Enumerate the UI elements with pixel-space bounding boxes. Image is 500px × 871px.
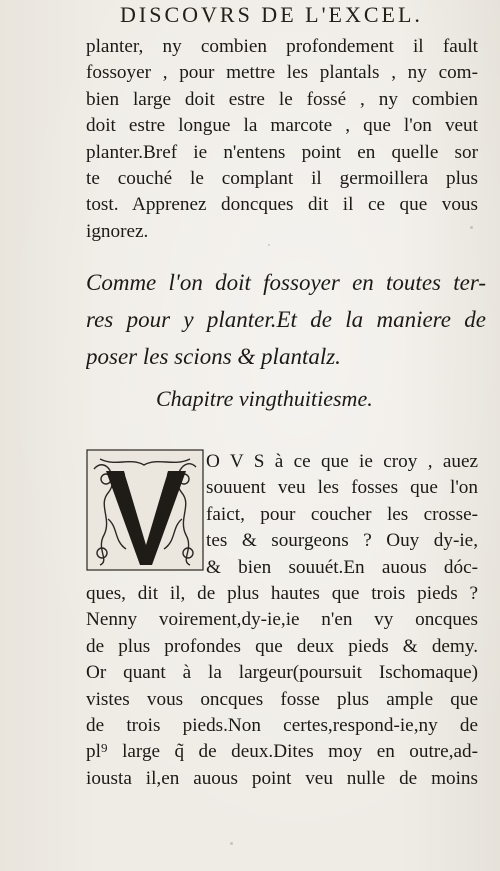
ink-speck (268, 244, 270, 246)
text-line: de trois pieds.Non certes,respond-ie,ny de (86, 714, 478, 736)
text-line: planter.Bref ie n'entens point en quelle sor (86, 141, 478, 163)
heading-line: poser les scions & plantalz. (86, 344, 341, 369)
text-line: bien large doit estre le fossé , ny combien (86, 88, 478, 110)
text-line: pl⁹ large q̃ de deux.Dites moy en outre,ad- (86, 741, 478, 763)
text-line: tes & sourgeons ? Ouy dy-ie, (206, 530, 478, 552)
top-paragraph (86, 34, 478, 245)
text-line: planter, ny combien profondement il fault (86, 36, 478, 57)
text-line: de plus profondes que deux pieds & demy. (86, 635, 478, 657)
text-line: fossoyer , pour mettre les plantals , ny com- (86, 62, 478, 84)
text-line: O V S à ce que ie croy , auez (206, 451, 478, 472)
text-line: ignorez. (86, 220, 149, 242)
text-line: souuent veu les fosses que l'on (206, 477, 478, 499)
ornamental-initial-icon (86, 449, 204, 571)
text-line: faict, pour coucher les crosse- (206, 503, 478, 525)
section-heading (86, 264, 486, 375)
text-line: Or quant à la largeur(poursuit Ischomaque) (86, 662, 478, 684)
chapter-title: Chapitre vingthuitiesme. (156, 386, 373, 411)
ink-speck (470, 226, 473, 229)
ink-speck (230, 842, 233, 845)
decorated-initial (86, 449, 204, 571)
text-beside-initial (206, 449, 478, 581)
text-line: ques, dit il, de plus hautes que trois pieds ? (86, 583, 478, 604)
text-line: tost. Apprenez doncques dit il ce que vous (86, 194, 478, 216)
text-line: iousta il,en auous point veu nulle de moins (86, 767, 478, 789)
heading-line: res pour y planter.Et de la maniere de (86, 307, 486, 332)
text-line: doit estre longue la marcote , que l'on veut (86, 115, 478, 137)
running-head: DISCOVRS DE L'EXCEL. (120, 2, 423, 27)
text-line: vistes vous oncques fosse plus ample que (86, 688, 478, 710)
text-line: te couché le complant il germoillera plus (86, 167, 478, 189)
heading-line: Comme l'on doit fossoyer en toutes ter- (86, 270, 486, 295)
text-line: & bien souuét.En auous dóc- (206, 556, 478, 578)
lower-paragraph (86, 581, 478, 792)
text-line: Nenny voirement,dy-ie,ie n'en vy oncques (86, 609, 478, 631)
